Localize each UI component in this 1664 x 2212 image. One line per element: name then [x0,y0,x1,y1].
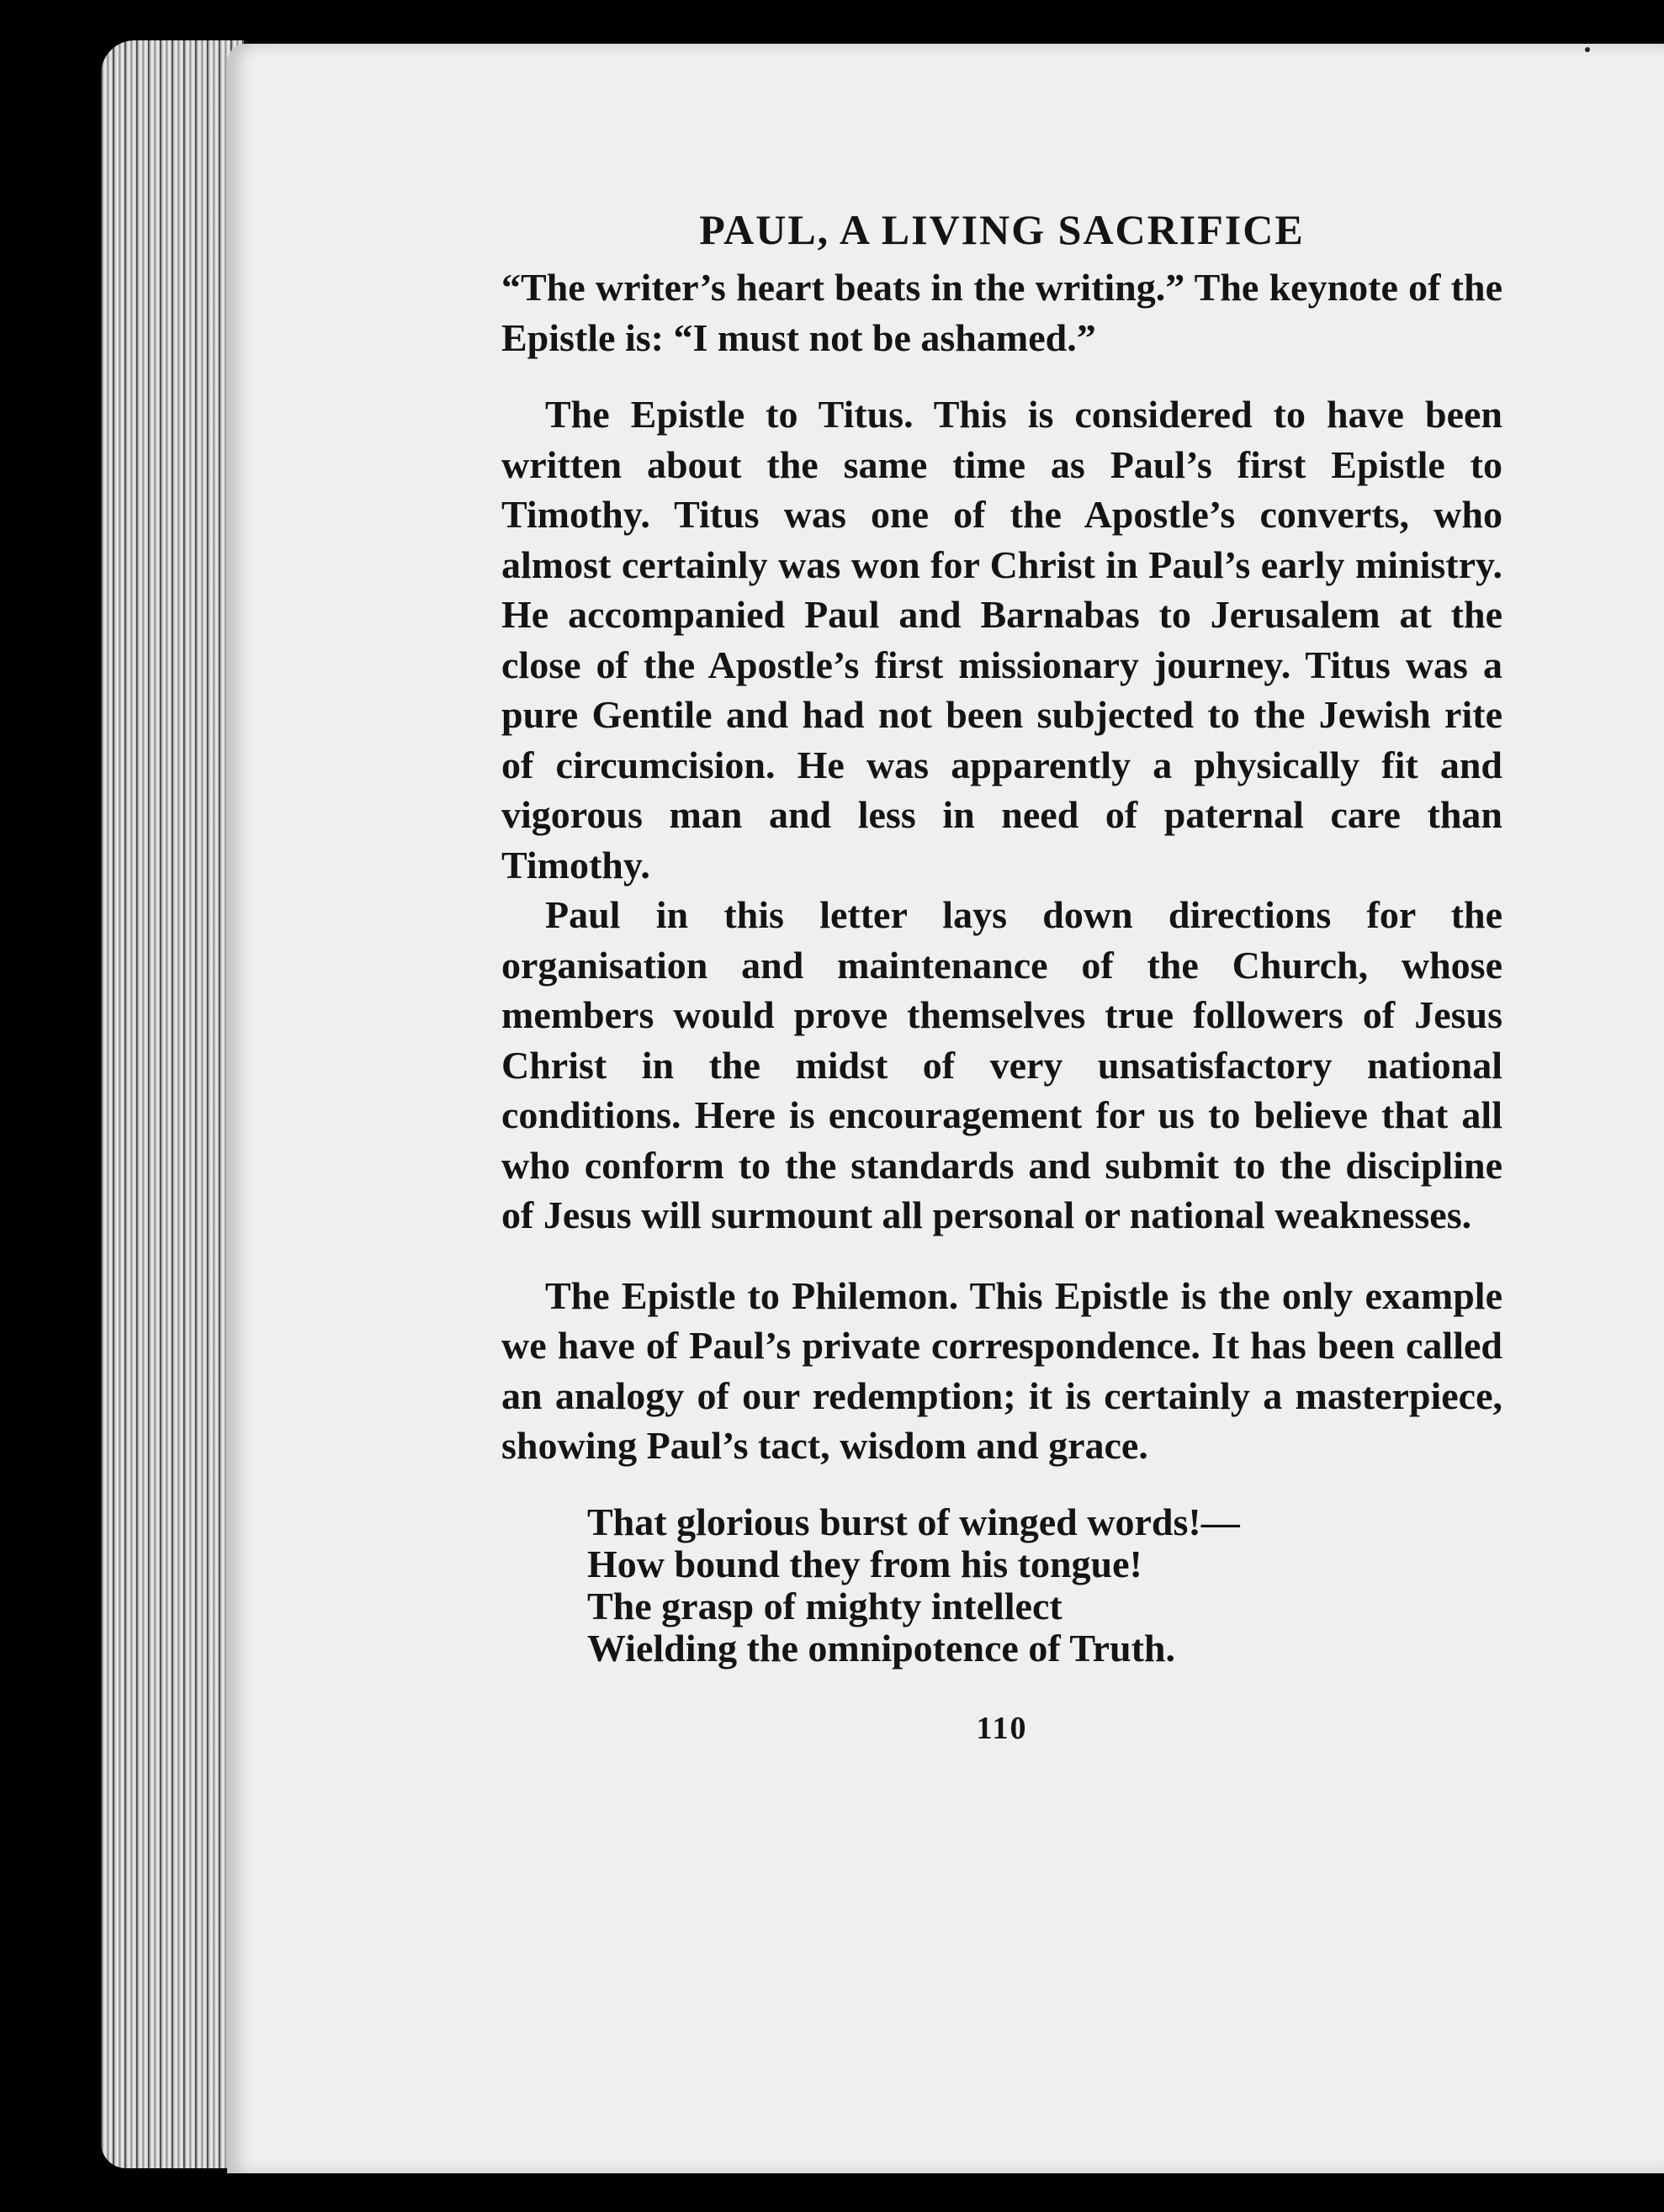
page-number: 110 [976,1710,1028,1746]
page-edges [101,40,244,2168]
paragraph-philemon [501,1271,1502,1471]
poem-line: Wielding the omnipotence of Truth. [587,1626,1175,1670]
text-block [501,204,1502,1747]
poem-line: How bound they from his tongue! [587,1542,1142,1585]
paragraph-titus [501,389,1502,890]
paragraph-titus-body: This is considered to have been written about the same time as Paul’s first Epistle to Timothy. Titus was one of the Apostle’s converts, who almost certainly was won for Christ in Paul’s early ministry. He accompanied Paul and Barnabas to Jerusalem at the close of the Apostle’s first missionary journey. Titus was a pure Gentile and had not been subjected to the Jewish rite of circumcision. He was apparently a physically fit and vigorous man and less in need of paternal care than Timothy. [501,393,1502,886]
poem [587,1501,1502,1670]
paragraph-church: Paul in this letter lays down directions for the organisation and maintenance of the Church, whose members would prove themselves true followers of Jesus Christ in the midst of very unsatisfactory national conditions. Here is encouragement for us to believe that all who conform to the standards and submit to the discipline of Jesus will surmount all personal or national weaknesses. [501,893,1502,1236]
paragraph-quote: “The writer’s heart beats in the writing.” The keynote of the Epistle is: “I must not be ashamed.” [501,266,1502,359]
section-heading-titus: The Epistle to Titus. [545,393,914,436]
poem-line: That glorious burst of winged words!— [587,1500,1240,1543]
running-head: PAUL, A LIVING SACRIFICE [699,206,1305,253]
scan-speck [1585,47,1590,52]
poem-line: The grasp of mighty intellect [587,1584,1063,1627]
section-heading-philemon: The Epistle to Philemon. [545,1273,959,1317]
paragraph-philemon-body: This Epistle is the only example we have of Paul’s private correspondence. It has been called an analogy of our redemption; it is certainly a masterpiece, showing Paul’s tact, wisdom and grace. [501,1273,1502,1467]
